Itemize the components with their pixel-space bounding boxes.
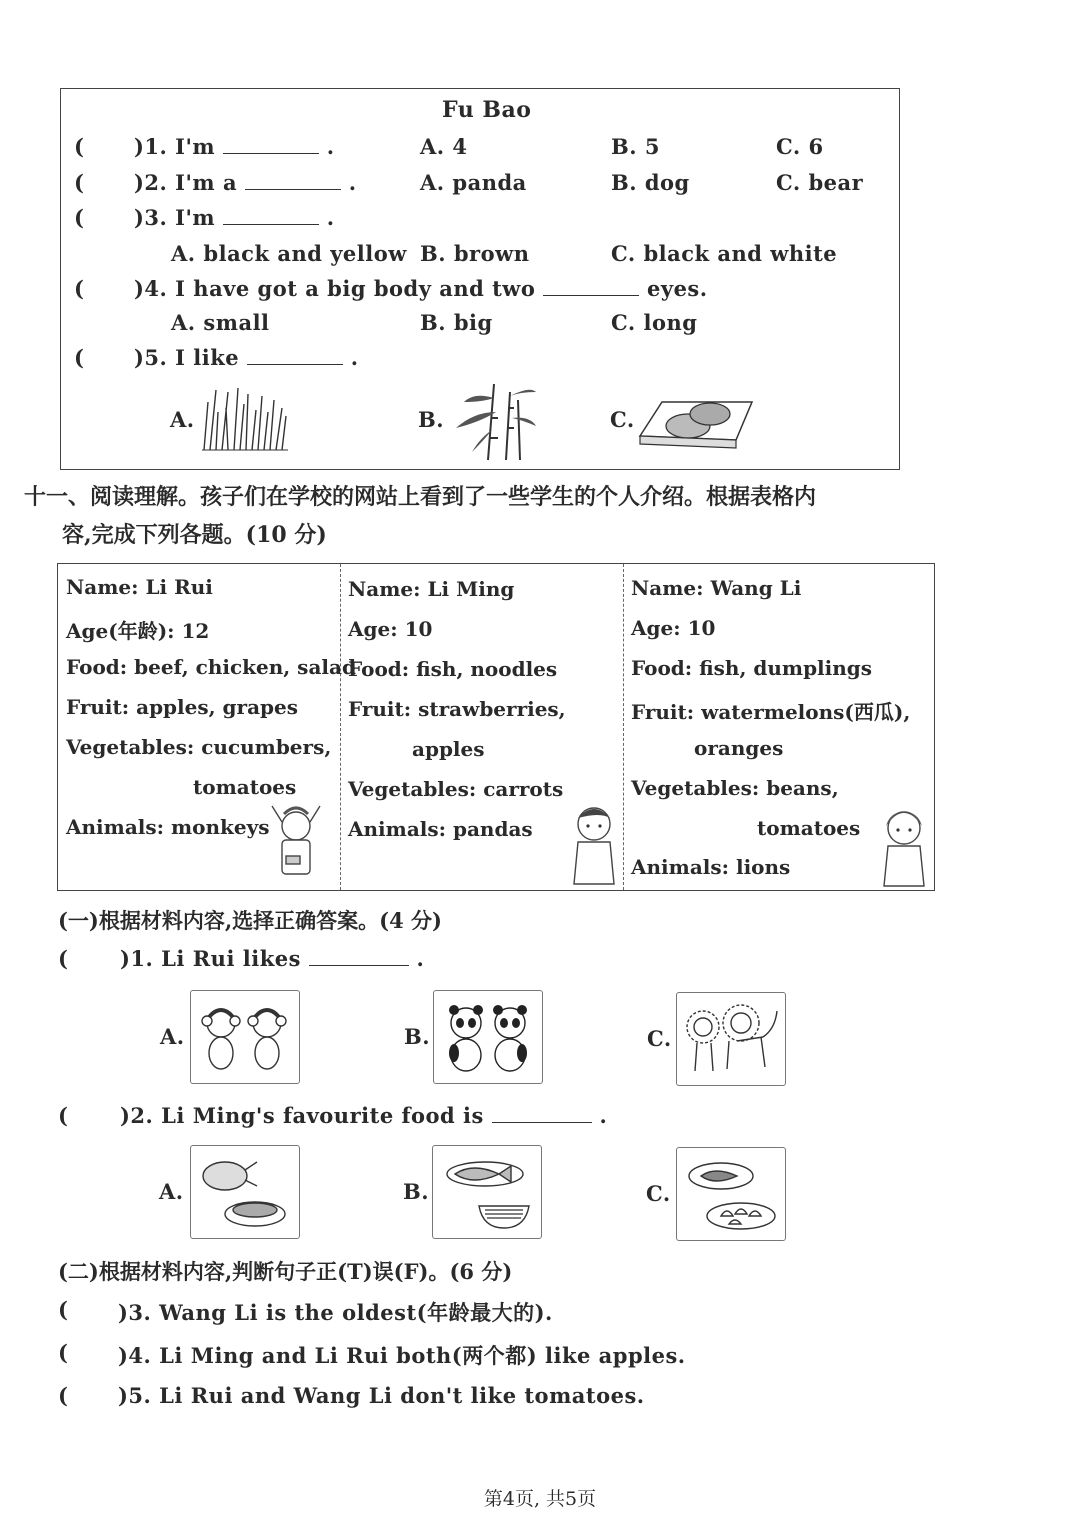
answer-paren[interactable]: ( <box>58 1297 69 1322</box>
pandas-picture <box>433 990 543 1084</box>
option-c: C. black and white <box>611 241 838 266</box>
li-rui-name: Name: Li Rui <box>66 575 213 599</box>
grass-picture <box>198 382 290 452</box>
question-text: )2. I'm a . <box>134 170 357 195</box>
option-c: C. 6 <box>776 134 824 159</box>
li-ming-vegetables: Vegetables: carrots <box>348 777 564 801</box>
li-rui-vegetables-continued: tomatoes <box>193 775 297 799</box>
option-b-label: B. <box>404 1024 431 1049</box>
answer-blank <box>247 346 343 365</box>
answer-paren[interactable]: ( <box>58 1340 69 1365</box>
answer-blank <box>223 135 319 154</box>
li-ming-portrait <box>566 798 622 886</box>
meat-on-board-picture <box>636 392 754 452</box>
option-c: C. long <box>611 310 698 335</box>
answer-paren[interactable]: ( <box>58 946 69 971</box>
wang-li-vegetables: Vegetables: beans, <box>631 776 839 800</box>
li-rui-age: Age(年龄): 12 <box>66 619 210 643</box>
option-a-label: A. <box>170 407 195 432</box>
wang-li-vegetables-continued: tomatoes <box>757 816 861 840</box>
question-text: )5. I like . <box>134 345 359 370</box>
li-ming-name: Name: Li Ming <box>348 577 515 601</box>
lions-picture <box>676 992 786 1086</box>
question-text: )2. Li Ming's favourite food is . <box>120 1103 608 1128</box>
answer-blank <box>309 947 409 966</box>
option-a: A. panda <box>420 170 527 195</box>
fish-and-noodles-picture <box>432 1145 542 1239</box>
option-c: C. bear <box>776 170 864 195</box>
option-b: B. brown <box>420 241 530 266</box>
answer-blank <box>492 1104 592 1123</box>
option-b: B. 5 <box>611 134 660 159</box>
option-c-label: C. <box>647 1026 672 1051</box>
statement-5: )5. Li Rui and Wang Li don't like tomatoes. <box>118 1383 645 1408</box>
li-rui-portrait <box>266 800 328 886</box>
section-11-title-continued: 容,完成下列各题。(10 分) <box>62 522 327 548</box>
question-text: )1. Li Rui likes . <box>120 946 425 971</box>
bamboo-picture <box>448 378 538 462</box>
answer-paren[interactable]: ( <box>74 276 85 301</box>
part-2-heading: (二)根据材料内容,判断句子正(T)误(F)。(6 分) <box>58 1259 513 1284</box>
answer-paren[interactable]: ( <box>74 345 85 370</box>
li-ming-age: Age: 10 <box>348 617 433 641</box>
answer-blank <box>543 277 639 296</box>
monkeys-picture <box>190 990 300 1084</box>
li-rui-vegetables: Vegetables: cucumbers, <box>66 735 332 759</box>
answer-paren[interactable]: ( <box>58 1103 69 1128</box>
option-a: A. 4 <box>420 134 468 159</box>
li-ming-fruit: Fruit: strawberries, <box>348 697 566 721</box>
wang-li-portrait <box>876 800 932 888</box>
option-b-label: B. <box>418 407 445 432</box>
box-title: Fu Bao <box>442 97 532 123</box>
option-b-label: B. <box>403 1179 430 1204</box>
li-rui-animals: Animals: monkeys <box>66 815 270 839</box>
answer-paren[interactable]: ( <box>58 1383 69 1408</box>
option-b: B. dog <box>611 170 690 195</box>
statement-4: )4. Li Ming and Li Rui both(两个都) like apples. <box>118 1343 686 1368</box>
chicken-and-salad-picture <box>190 1145 300 1239</box>
wang-li-fruit-continued: oranges <box>694 736 784 760</box>
li-rui-food: Food: beef, chicken, salad <box>66 655 356 679</box>
option-a-label: A. <box>159 1179 184 1204</box>
answer-paren[interactable]: ( <box>74 205 85 230</box>
question-text: )1. I'm . <box>134 134 335 159</box>
question-text: )3. I'm . <box>134 205 335 230</box>
wang-li-name: Name: Wang Li <box>631 576 802 600</box>
answer-paren[interactable]: ( <box>74 170 85 195</box>
li-ming-food: Food: fish, noodles <box>348 657 558 681</box>
answer-paren[interactable]: ( <box>74 134 85 159</box>
student-profiles-table <box>57 563 935 891</box>
page-number: 第4页, 共5页 <box>483 1488 597 1510</box>
fish-and-dumplings-picture <box>676 1147 786 1241</box>
question-text: )4. I have got a big body and two eyes. <box>134 276 708 301</box>
wang-li-fruit: Fruit: watermelons(西瓜), <box>631 700 911 724</box>
section-11-title: 十一、阅读理解。孩子们在学校的网站上看到了一些学生的个人介绍。根据表格内 <box>24 484 817 510</box>
option-a-label: A. <box>160 1024 185 1049</box>
answer-blank <box>245 171 341 190</box>
option-b: B. big <box>420 310 493 335</box>
li-ming-fruit-continued: apples <box>412 737 485 761</box>
wang-li-age: Age: 10 <box>631 616 716 640</box>
wang-li-animals: Animals: lions <box>631 855 791 879</box>
option-a: A. small <box>171 310 270 335</box>
option-c-label: C. <box>646 1181 671 1206</box>
wang-li-food: Food: fish, dumplings <box>631 656 873 680</box>
option-a: A. black and yellow <box>171 241 407 266</box>
option-c-label: C. <box>610 407 635 432</box>
answer-blank <box>223 206 319 225</box>
statement-3: )3. Wang Li is the oldest(年龄最大的). <box>118 1300 553 1325</box>
li-rui-fruit: Fruit: apples, grapes <box>66 695 298 719</box>
part-1-heading: (一)根据材料内容,选择正确答案。(4 分) <box>58 908 442 933</box>
li-ming-animals: Animals: pandas <box>348 817 533 841</box>
